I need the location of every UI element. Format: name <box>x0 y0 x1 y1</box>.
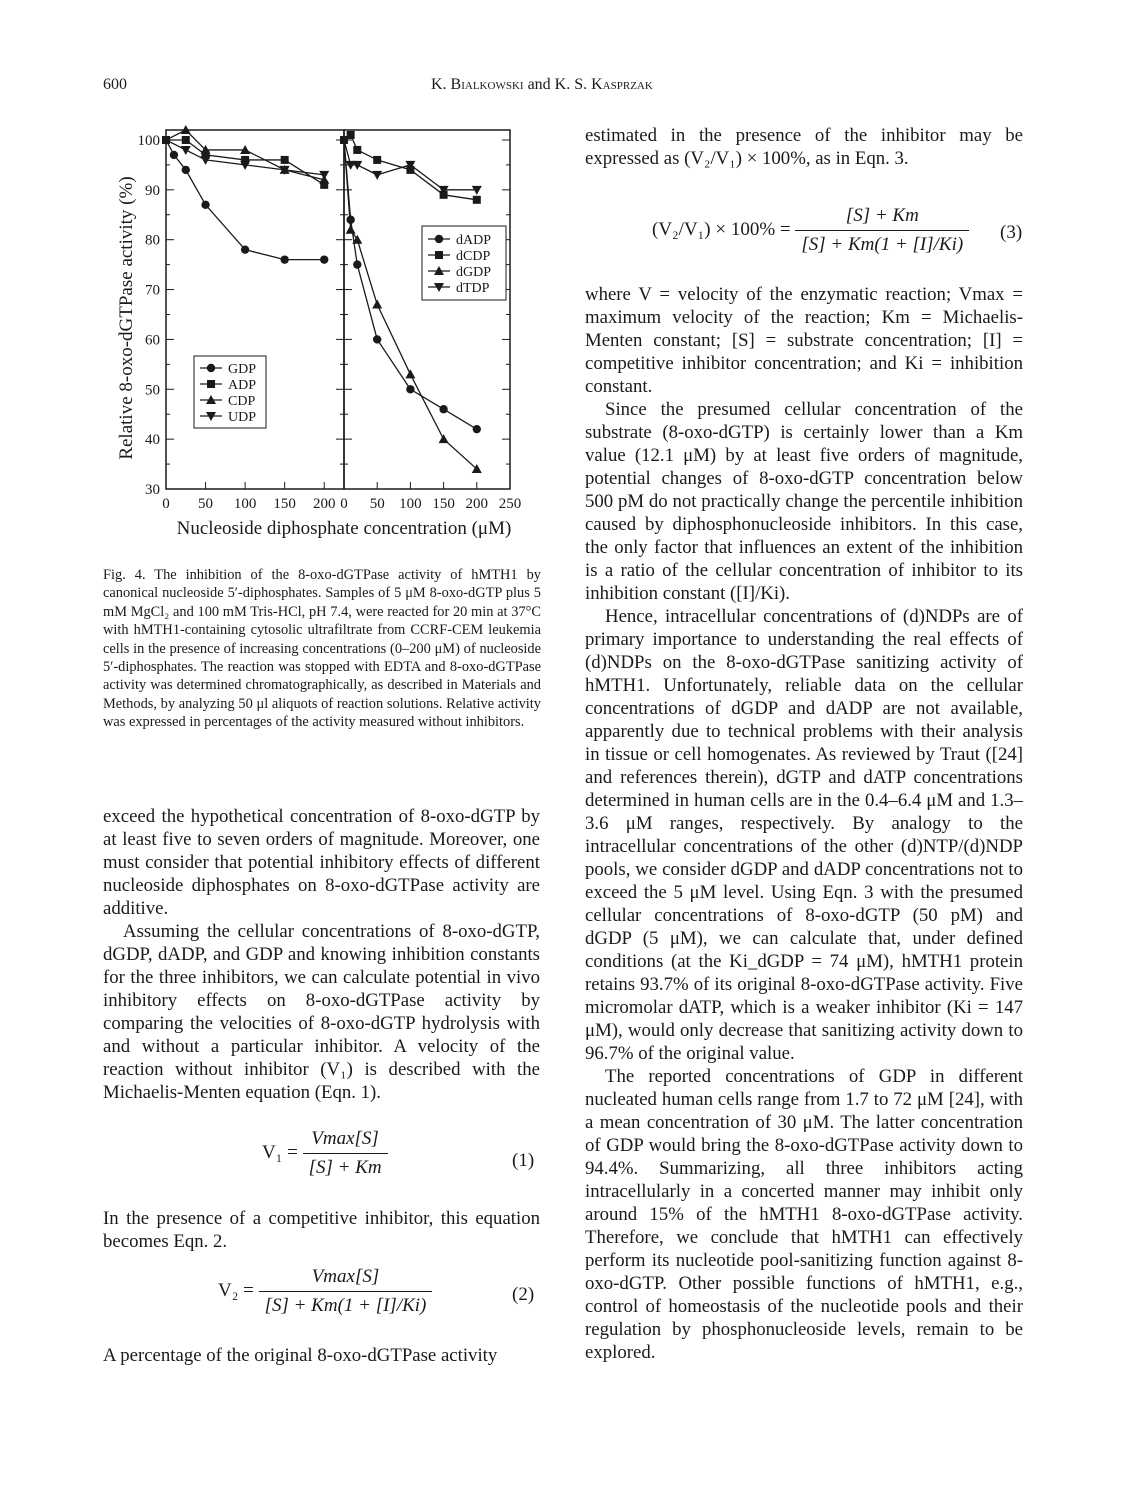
left-para-2: Assuming the cellular concentrations of 8-oxo-dGTP, dGDP, dADP, and GDP and knowing inhibition constants for the three inhibitors, we can calculate potential in vivo inhibitory effects on 8-oxo-dGTPase activity by comparing the velocities of 8-oxo-dGTP hydrolysis with and without a particular inhibitor. A velocity of the reaction without inhibitor (V₁) is described with the Michaelis-Menten equation (Eqn. 1). <box>103 921 540 1103</box>
equation-3 <box>652 205 969 256</box>
y-tick-label: 60 <box>145 332 160 349</box>
data-point-GDP <box>241 245 249 253</box>
data-point-GDP <box>201 201 209 209</box>
right-x-tick-label: 0 <box>340 496 348 512</box>
left-para-4-block <box>103 1344 540 1367</box>
eq3-numerator: [S] + Km <box>845 205 919 226</box>
y-axis-label: Relative 8-oxo-dGTPase activity (%) <box>116 176 137 460</box>
data-point-dADP <box>353 260 361 268</box>
right-para-4: The reported concentrations of GDP in different nucleated human cells range from 1.7 to 72 μM [24], with a mean concentration of 30 μM. The latter concentration of GDP would bring the 8-oxo-dGTPase activity down to 94.4%. Summarizing, all three inhibitors acting intracellularly in a concerted manner may inhibit only around 15% of the hMTH1 8-oxo-dGTPase activity. Therefore, we conclude that hMTH1 can effectively perform its nucleotide pool-sanitizing function against 8-oxo-dGTP. Other possible functions of hMTH1, e.g., control of homeostasis of the nucleotide pools and their regulation by phosphonucleoside levels, remain to be explored. <box>585 1066 1023 1363</box>
legend-marker-dCDP <box>435 251 443 259</box>
left-para-3-block <box>103 1207 540 1253</box>
data-point-dTDP <box>372 171 382 180</box>
data-point-GDP <box>280 255 288 263</box>
legend-label-dTDP: dTDP <box>456 281 490 296</box>
right-x-tick-label: 250 <box>498 496 522 512</box>
author-mid: and K. S. K <box>523 76 603 93</box>
figure-4 <box>100 118 545 548</box>
data-point-dCDP <box>373 156 381 164</box>
data-point-dADP <box>406 385 414 393</box>
data-point-GDP <box>320 255 328 263</box>
equation-2 <box>218 1266 432 1317</box>
eq3-fraction <box>795 205 969 256</box>
right-top-block <box>585 124 1023 170</box>
right-legend <box>422 226 506 300</box>
data-point-dGDP <box>439 434 449 443</box>
left-x-tick-label: 50 <box>198 496 214 512</box>
y-tick-label: 50 <box>145 382 160 399</box>
data-point-dCDP <box>473 196 481 204</box>
eq1-fraction <box>303 1128 388 1179</box>
author-b-rest: asprzak <box>602 76 653 93</box>
data-point-dADP <box>473 425 481 433</box>
right-top-text: estimated in the presence of the inhibitor may be expressed as (V₂/V₁) × 100%, as in Eqn. 3. <box>585 125 1023 169</box>
y-tick-label: 40 <box>145 432 160 449</box>
eq1-lhs: V₁ = <box>262 1141 298 1163</box>
legend-marker-dADP <box>435 235 443 243</box>
data-point-UDP <box>181 146 191 155</box>
page-number: 600 <box>103 76 127 93</box>
left-para-4: A percentage of the original 8-oxo-dGTPase activity <box>103 1345 498 1366</box>
equation-1 <box>262 1128 388 1179</box>
legend-marker-GDP <box>207 364 215 372</box>
right-x-tick-label: 50 <box>369 496 385 512</box>
data-point-GDP <box>182 166 190 174</box>
y-tick-label: 30 <box>145 482 160 498</box>
left-para-3: In the presence of a competitive inhibitor, this equation becomes Eqn. 2. <box>103 1208 540 1252</box>
x-axis-label: Nucleoside diphosphate concentration (μM) <box>176 518 512 539</box>
left-column <box>103 805 540 1104</box>
left-x-tick-label: 150 <box>273 496 296 512</box>
right-origin-point <box>340 136 348 144</box>
caption-text: Fig. 4. The inhibition of the 8-oxo-dGTPase activity of hMTH1 by canonical nucleoside 5′-diphosphates. Samples of 5 μM 8-oxo-dGTP plus 5 mM MgCl₂ and 100 mM Tris-HCl, pH 7.4, were reacted for 20 min at 37°C with hMTH1-containing cytosolic ultrafiltrate from CCRF-CEM leukemia cells in the presence of increasing concentrations (0–200 μM) of nucleoside 5′-diphosphates. The reaction was stopped with EDTA and 8-oxo-dGTPase activity was determined chromatographically, as described in Materials and Methods, by analyzing 50 μl aliquots of reaction solutions. Relative activity was expressed in percentages of the activity measured without inhibitors. <box>103 567 541 731</box>
data-point-ADP <box>182 136 190 144</box>
legend-label-GDP: GDP <box>228 362 257 377</box>
left-x-tick-label: 200 <box>312 496 336 512</box>
legend-label-ADP: ADP <box>228 378 257 393</box>
right-x-tick-label: 200 <box>465 496 489 512</box>
y-tick-label: 80 <box>145 232 160 249</box>
left-panel-frame <box>166 130 344 489</box>
right-x-tick-label: 100 <box>399 496 422 512</box>
equation-3-label: (3) <box>1000 222 1023 243</box>
figure-caption <box>103 566 541 732</box>
data-point-dCDP <box>353 146 361 154</box>
eq2-lhs: V₂ = <box>218 1279 254 1301</box>
y-tick-label: 90 <box>145 182 160 199</box>
author-a-rest: ialkowski <box>461 76 524 93</box>
legend-label-dCDP: dCDP <box>456 249 491 264</box>
data-point-dGDP <box>372 300 382 309</box>
data-point-GDP <box>170 151 178 159</box>
right-para-3: Hence, intracellular concentrations of (d)NDPs are of primary importance to understanding the real effects of (d)NDPs on the 8-oxo-dGTPase sanitizing activity of hMTH1. Unfortunately, reliable data on the cellular concentrations of dGDP and dADP are not available, apparently due to technical problems with their analysis in tissue or cell homogenates. As reviewed by Traut ([24] and references therein), dGTP and dATP concentrations determined in human cells are in the 0.4–6.4 μM and 1.3–3.6 μM ranges, respectively. By analogy to the intracellular concentrations of the other (d)NTP/(d)NDP pools, we consider dGDP and dADP concentrations not to exceed the 5 μM level. Using Eqn. 3 with the presumed cellular concentrations of 8-oxo-dGTP (50 pM) and dGDP (5 μM), we can calculate that, under defined conditions (at the Ki_dGDP = 74 μM), hMTH1 protein retains 93.7% of its original 8-oxo-dGTPase activity. Five micromolar dATP, which is a weaker inhibitor (Ki = 147 μM), would only decrease that sanitizing activity down to 96.7% of the original value. <box>585 606 1023 1064</box>
right-column <box>585 283 1023 1364</box>
legend-label-CDP: CDP <box>228 394 256 409</box>
equation-2-label: (2) <box>512 1284 535 1305</box>
left-x-tick-label: 0 <box>162 496 170 512</box>
data-point-dGDP <box>405 369 415 378</box>
eq1-denominator: [S] + Km <box>303 1153 388 1179</box>
author-a-initial: K. B <box>431 76 462 93</box>
right-x-tick-label: 150 <box>432 496 455 512</box>
legend-label-UDP: UDP <box>228 410 257 425</box>
data-point-ADP <box>281 156 289 164</box>
running-header-authors <box>431 76 653 94</box>
left-origin-point <box>162 136 170 144</box>
eq3-denominator: [S] + Km(1 + [I]/Ki) <box>795 230 969 256</box>
left-legend <box>194 356 266 428</box>
eq3-lhs: (V₂/V₁) × 100% = <box>652 218 791 240</box>
left-para-1: exceed the hypothetical concentration of 8-oxo-dGTP by at least five to seven orders of magnitude. Moreover, one must consider that potential inhibitory effects of different nucleoside diphosphates on 8-oxo-dGTPase activity are additive. <box>103 806 540 919</box>
eq2-numerator: Vmax[S] <box>311 1266 380 1287</box>
y-tick-label: 70 <box>145 282 160 299</box>
chart-svg <box>100 118 545 548</box>
eq2-denominator: [S] + Km(1 + [I]/Ki) <box>259 1291 433 1317</box>
right-para-2: Since the presumed cellular concentration of the substrate (8-oxo-dGTP) is certainly lower than a Km value (12.1 μM) by at least five orders of magnitude, potential changes of 8-oxo-dGTP concentration below 500 pM do not practically change the percentile inhibition caused by diphosphonucleoside inhibitors. In this case, the only factor that influences an extent of the inhibition is a ratio of the cellular concentration of inhibitor to its inhibition constant ([I]/Ki). <box>585 399 1023 604</box>
eq1-numerator: Vmax[S] <box>311 1128 379 1149</box>
legend-label-dADP: dADP <box>456 233 492 248</box>
legend-marker-ADP <box>207 380 215 388</box>
right-para-1: where V = velocity of the enzymatic reaction; Vmax = maximum velocity of the reaction; Km = Michaelis-Menten constant; [S] = substrate concentration; [I] = competitive inhibitor concentration; and Ki = inhibition constant. <box>585 284 1023 397</box>
data-point-dADP <box>373 335 381 343</box>
equation-1-label: (1) <box>512 1150 535 1171</box>
legend-label-dGDP: dGDP <box>456 265 492 280</box>
data-point-dADP <box>439 405 447 413</box>
y-tick-label: 100 <box>137 132 160 149</box>
data-point-dGDP <box>346 225 356 234</box>
left-x-tick-label: 100 <box>233 496 257 512</box>
eq2-fraction <box>259 1266 433 1317</box>
